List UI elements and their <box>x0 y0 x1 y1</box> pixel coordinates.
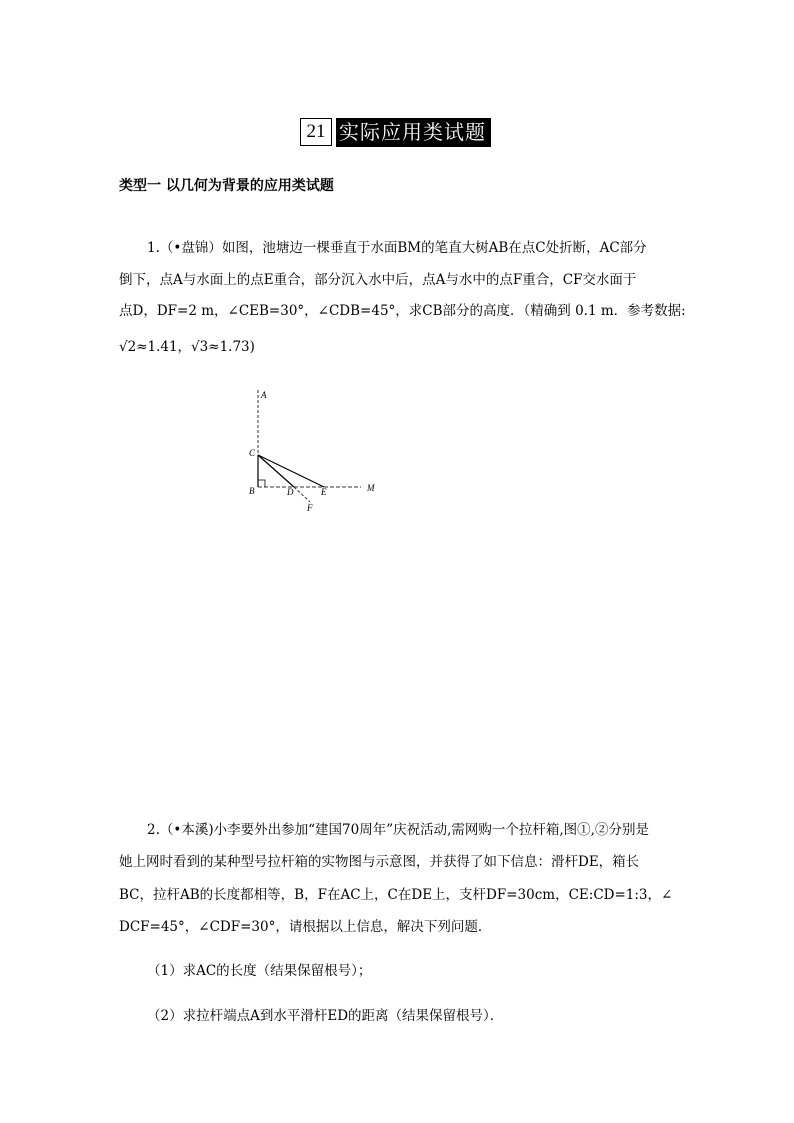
chapter-number: 21 <box>300 118 332 146</box>
problem2-question-1: （1）求AC的长度（结果保留根号）； <box>147 963 372 979</box>
problem2-line-3: BC，拉杆AB的长度都相等，B，F在AC上，C在DE上，支杆DF=30cm，CE:CD=1:3，∠ <box>119 887 673 903</box>
problem2-question-2: （2）求拉杆端点A到水平滑杆ED的距离（结果保留根号）． <box>147 1008 504 1024</box>
problem1-line-4: √2≈1.41，√3≈1.73) <box>119 339 255 355</box>
chapter-title <box>300 118 491 146</box>
label-e: E <box>321 487 327 497</box>
label-c: C <box>249 448 256 458</box>
chapter-title-text: 实际应用类试题 <box>336 118 491 147</box>
problem1-line-2: 倒下，点A与水面上的点E重合，部分沉入水中后，点A与水中的点F重合，CF交水面于 <box>119 272 637 288</box>
section-heading: 类型一 以几何为背景的应用类试题 <box>119 178 334 194</box>
label-d: D <box>287 487 294 497</box>
problem1-line-1: 1.（•盘锦）如图，池塘边一棵垂直于水面BM的笔直大树AB在点C处折断，AC部分 <box>147 240 647 256</box>
label-a: A <box>261 390 267 400</box>
label-b: B <box>249 486 255 496</box>
right-angle-mark <box>258 480 265 487</box>
segment-cd <box>258 455 294 487</box>
problem1-line-3: 点D，DF=2 m，∠CEB=30°，∠CDB=45°，求CB部分的高度．（精确到 0.1 m．参考数据: <box>119 303 686 319</box>
problem2-line-2: 她上网时看到的某种型号拉杆箱的实物图与示意图，并获得了如下信息：滑杆DE，箱长 <box>119 854 640 870</box>
label-f: F <box>307 503 313 513</box>
segment-ce <box>258 455 324 487</box>
problem2-line-4: DCF=45°，∠CDF=30°，请根据以上信息，解决下列问题． <box>119 919 492 935</box>
label-m: M <box>367 483 375 493</box>
segment-df-dashed <box>294 487 310 502</box>
problem1-figure <box>236 385 386 515</box>
problem2-line-1: 2.（•本溪)小李要外出参加“建国70周年”庆祝活动,需网购一个拉杆箱,图①,②分别是 <box>147 822 649 838</box>
